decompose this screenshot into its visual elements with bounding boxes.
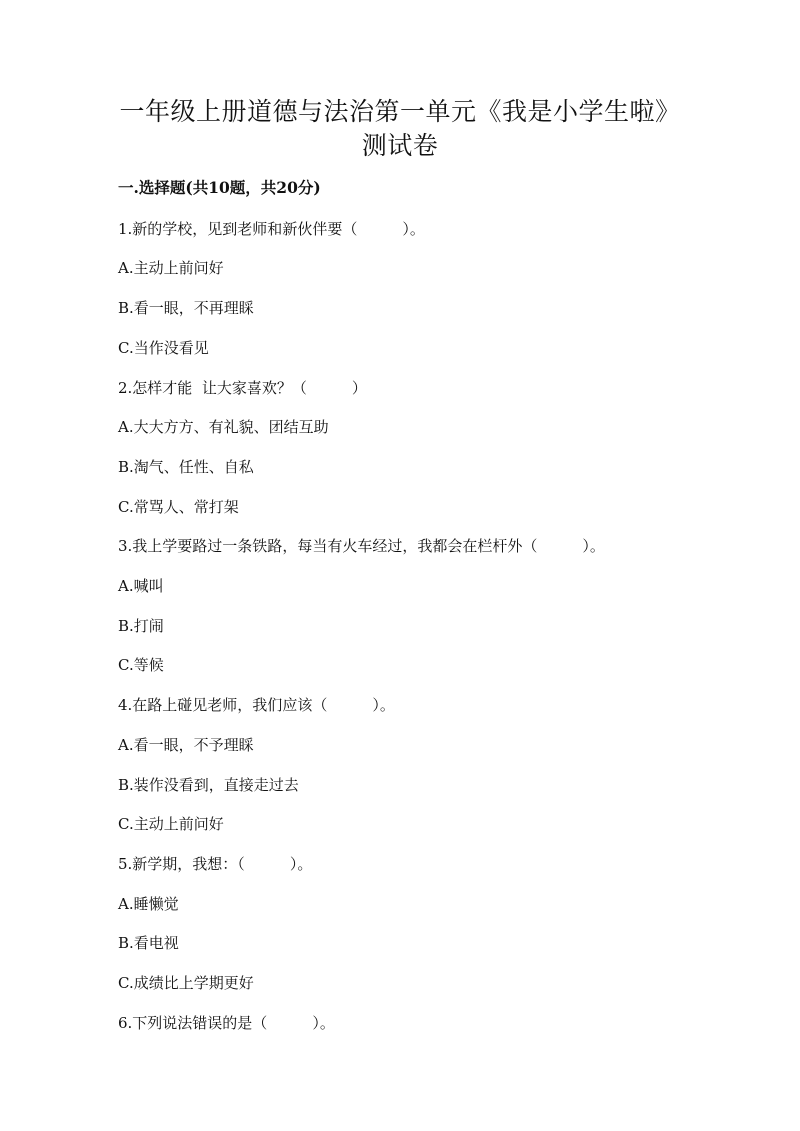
page-title: 一年级上册道德与法治第一单元《我是小学生啦》	[119, 97, 681, 126]
question-2-option-c: C.常骂人、常打架	[118, 498, 239, 516]
question-4-option-c: C.主动上前问好	[118, 815, 224, 833]
question-5-option-a: A.睡懒觉	[118, 895, 179, 913]
question-4-option-b: B.装作没看到，直接走过去	[118, 776, 299, 794]
question-5-stem: 5.新学期，我想：（ ）。	[118, 855, 313, 873]
question-5-option-b: B.看电视	[118, 934, 179, 952]
question-1-stem: 1.新的学校，见到老师和新伙伴要（ ）。	[118, 220, 425, 238]
question-2-option-b: B.淘气、任性、自私	[118, 458, 254, 476]
section-heading: 一.选择题(共10题，共20分)	[118, 178, 321, 197]
question-1-option-b: B.看一眼，不再理睬	[118, 299, 254, 317]
question-4-option-a: A.看一眼，不予理睬	[118, 736, 254, 754]
question-4-stem: 4.在路上碰见老师，我们应该（ ）。	[118, 696, 395, 714]
question-6-stem: 6.下列说法错误的是（ ）。	[118, 1014, 335, 1032]
question-3-option-c: C.等候	[118, 656, 164, 674]
page-subtitle: 测试卷	[361, 131, 439, 160]
question-1-option-a: A.主动上前问好	[118, 259, 224, 277]
question-3-option-a: A.喊叫	[118, 577, 164, 595]
question-3-stem: 3.我上学要路过一条铁路，每当有火车经过，我都会在栏杆外（ ）。	[118, 537, 605, 555]
question-1-option-c: C.当作没看见	[118, 339, 209, 357]
question-2-option-a: A.大大方方、有礼貌、团结互助	[118, 418, 329, 436]
question-5-option-c: C.成绩比上学期更好	[118, 974, 254, 992]
question-2-stem: 2.怎样才能 让大家喜欢？（ ）	[118, 379, 367, 397]
question-3-option-b: B.打闹	[118, 617, 164, 635]
